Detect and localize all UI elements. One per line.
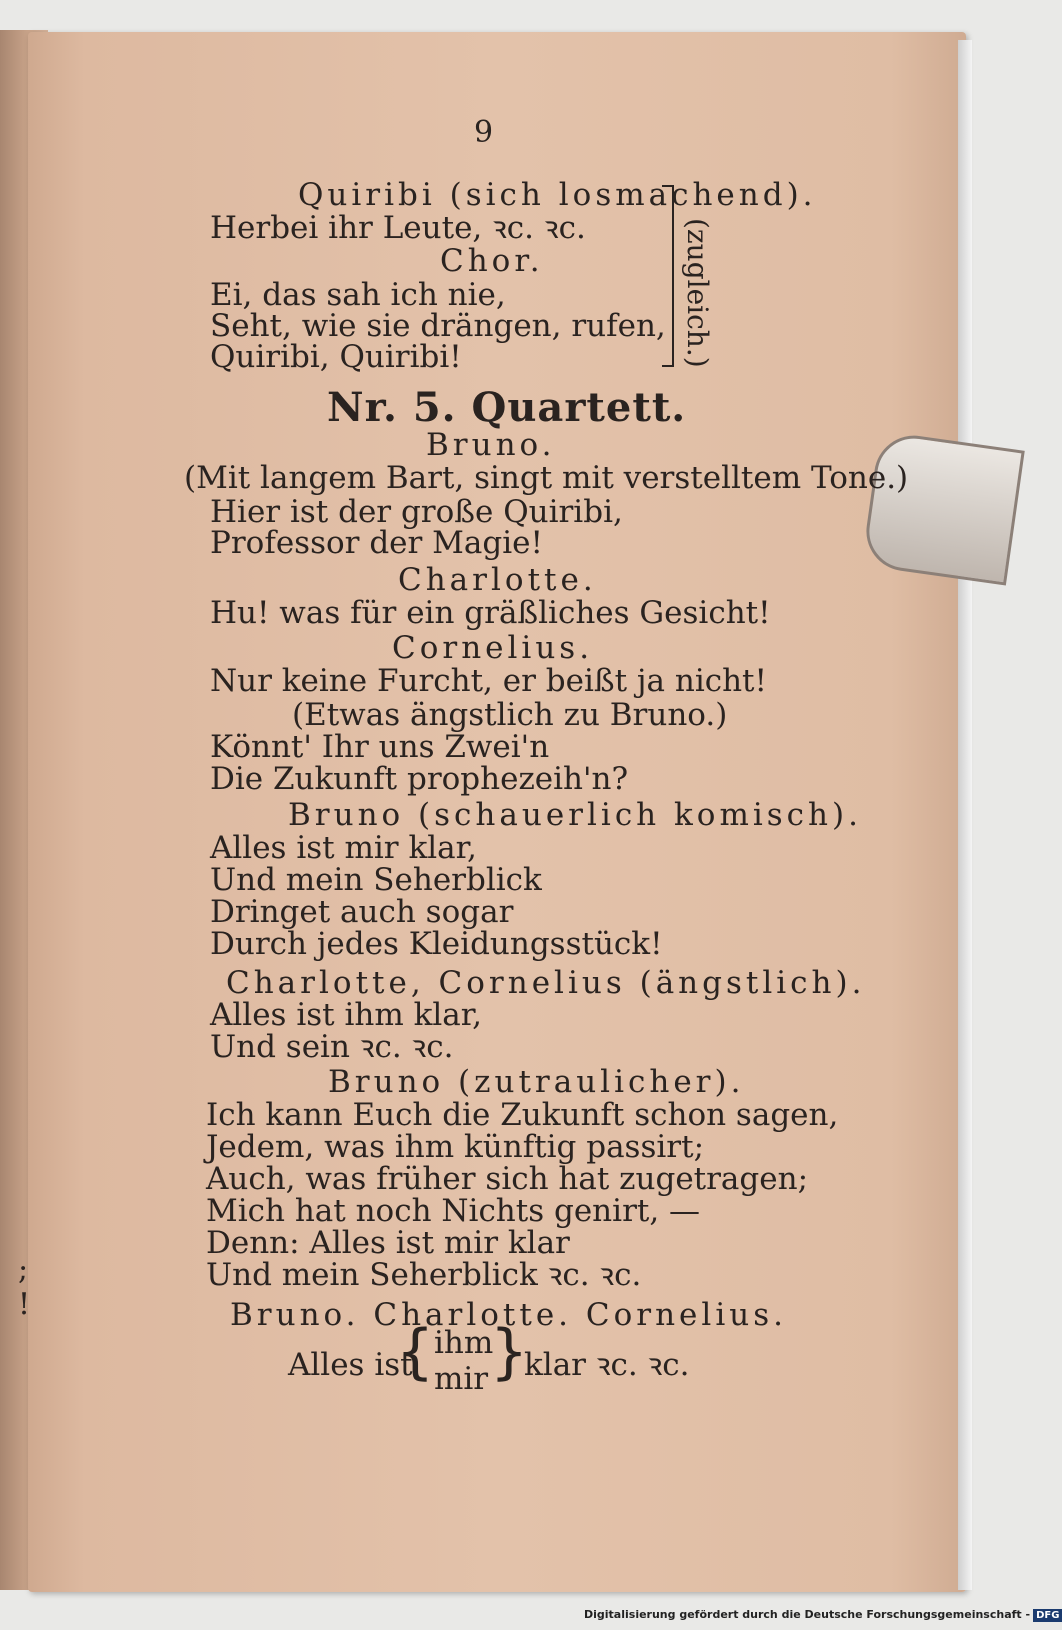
speaker-bruno: Bruno. [426, 427, 556, 463]
verse-line: Alles ist mir klar, [210, 830, 477, 866]
side-note-zugleich: (zugleich.) [681, 218, 714, 368]
verse-line: Jedem, was ihm künftig passirt; [206, 1129, 705, 1165]
final-option-mir: mir [434, 1361, 489, 1397]
verse-line: Hu! was für ein gräßliches Gesicht! [210, 595, 771, 631]
brace-zugleich [662, 185, 674, 367]
verse-line: Mich hat noch Nichts genirt, — [206, 1193, 701, 1229]
verse-line: Denn: Alles ist mir klar [206, 1225, 570, 1261]
verse-line: Hier ist der große Quiribi, [210, 494, 623, 530]
speaker-charlotte: Charlotte. [398, 562, 597, 598]
left-brace: { [396, 1317, 435, 1387]
verse-line: Und sein ꝛc. ꝛc. [210, 1029, 454, 1065]
footer-text: Digitalisierung gefördert durch die Deutsche Forschungsgemeinschaft - [584, 1608, 1031, 1621]
verse-line: Auch, was früher sich hat zugetragen; [206, 1161, 809, 1197]
stage-direction: (Mit langem Bart, singt mit verstelltem Tone.) [184, 460, 909, 496]
verse-line: Herbei ihr Leute, ꝛc. ꝛc. [210, 210, 586, 246]
verse-line: Nur keine Furcht, er beißt ja nicht! [210, 663, 767, 699]
page-clip [861, 431, 1025, 586]
verse-line: Dringet auch sogar [210, 894, 514, 930]
verse-line: Seht, wie sie drängen, rufen, [210, 308, 666, 344]
speaker-all: Bruno. Charlotte. Cornelius. [230, 1297, 787, 1333]
verse-line: Ich kann Euch die Zukunft schon sagen, [206, 1097, 839, 1133]
verse-line: Professor der Magie! [210, 525, 543, 561]
final-line-prefix: Alles ist [288, 1347, 413, 1383]
verse-line: Und mein Seherblick ꝛc. ꝛc. [206, 1257, 642, 1293]
verse-line: Könnt' Ihr uns Zwei'n [210, 729, 550, 765]
left-margin-mark-1: ; [18, 1252, 29, 1287]
section-heading: Nr. 5. Quartett. [327, 384, 687, 431]
verse-line: Ei, das sah ich nie, [210, 277, 506, 313]
page-number: 9 [474, 115, 494, 150]
speaker-bruno: Bruno (schauerlich komisch). [288, 797, 862, 833]
speaker-bruno: Bruno (zutraulicher). [328, 1064, 745, 1100]
speaker-charlotte-cornelius: Charlotte, Cornelius (ängstlich). [226, 965, 866, 1001]
final-option-ihm: ihm [434, 1325, 494, 1361]
speaker-chor: Chor. [440, 243, 544, 279]
verse-line: Die Zukunft prophezeih'n? [210, 761, 629, 797]
verse-line: Quiribi, Quiribi! [210, 339, 462, 375]
speaker-quiribi: Quiribi (sich losmachend). [298, 177, 817, 213]
left-margin-mark-2: ! [18, 1287, 31, 1322]
stage-direction: (Etwas ängstlich zu Bruno.) [292, 697, 728, 733]
verse-line: Und mein Seherblick [210, 862, 542, 898]
page-edge [958, 40, 972, 1590]
speaker-cornelius: Cornelius. [392, 630, 594, 666]
verse-line: Durch jedes Kleidungsstück! [210, 926, 663, 962]
footer-credit [584, 1608, 1062, 1622]
final-line-suffix: klar ꝛc. ꝛc. [524, 1347, 690, 1383]
verse-line: Alles ist ihm klar, [210, 997, 483, 1033]
right-brace: } [490, 1317, 529, 1387]
dfg-logo: DFG [1033, 1609, 1062, 1622]
